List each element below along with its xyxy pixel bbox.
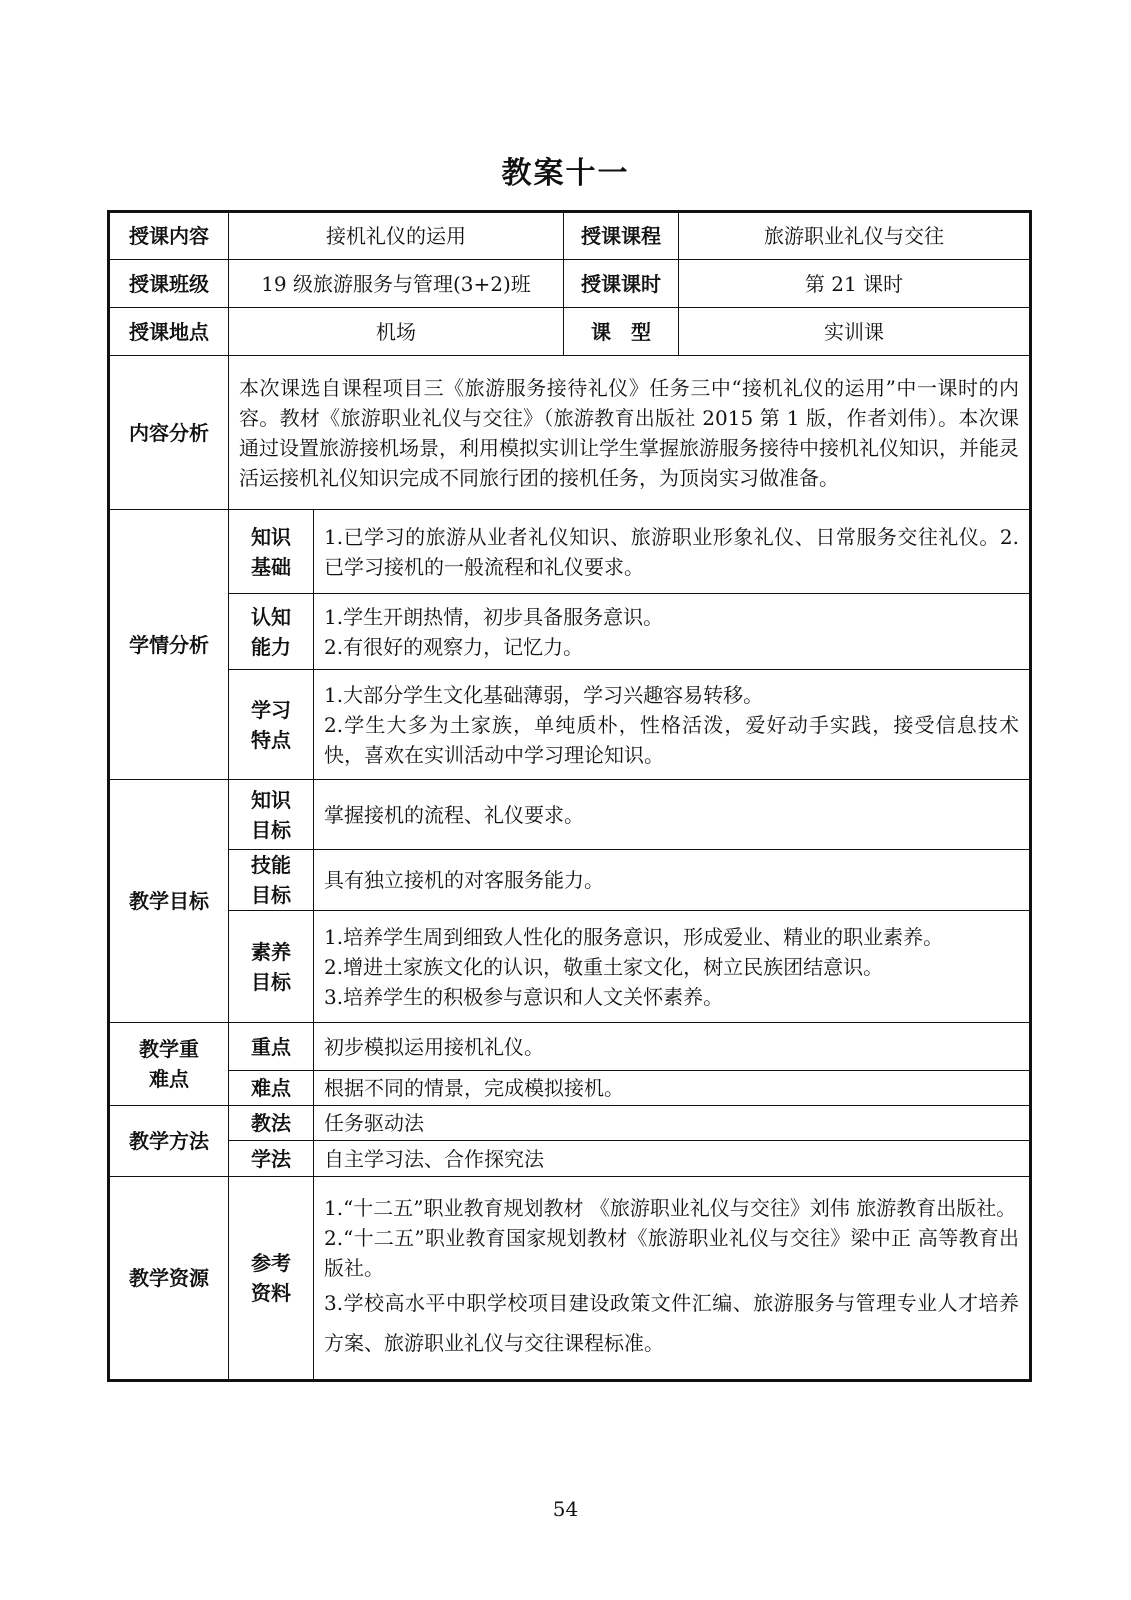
resources-sub (229, 1177, 314, 1381)
sub-line: 能力 (251, 634, 291, 659)
content-analysis-text: 本次课选自课程项目三《旅游服务接待礼仪》任务三中“接机礼仪的运用”中一课时的内容。教材《旅游职业礼仪与交往》（旅游教育出版社 2015 第 1 版，作者刘伟）。本次课通过设置旅游接机场景，利用模拟实训让学生掌握旅游服务接待中接机礼仪知识，并能灵活运接机礼仪知识完成不同旅行团的接机任务，为顶岗实习做准备。 (229, 356, 1031, 510)
text-line: 1.“十二五”职业教育规划教材 《旅游职业礼仪与交往》刘伟 旅游教育出版社。 (324, 1196, 1017, 1220)
teaching-goals-text (314, 850, 1031, 911)
text-line: 1.已学习的旅游从业者礼仪知识、旅游职业形象礼仪、日常服务交往礼仪。2.已学习接机的一般流程和礼仪要求。 (324, 524, 1019, 579)
sub-line: 知识 (251, 524, 291, 549)
teaching-goals-sub (229, 850, 314, 911)
header-row (109, 212, 1031, 260)
label-line: 教学重 (139, 1037, 199, 1061)
resources-row (109, 1177, 1031, 1381)
sub-line: 特点 (251, 727, 291, 752)
key-points-sub: 重点 (229, 1023, 314, 1071)
header-value: 第 21 课时 (679, 260, 1031, 308)
student-analysis-text (314, 594, 1031, 670)
text-line: 3.学校高水平中职学校项目建设政策文件汇编、旅游服务与管理专业人才培养方案、旅游职业礼仪与交往课程标准。 (324, 1291, 1019, 1355)
text-line: 2.有很好的观察力，记忆力。 (324, 634, 584, 659)
sub-line: 资料 (251, 1281, 291, 1305)
methods-text: 任务驱动法 (314, 1106, 1031, 1141)
key-points-sub: 难点 (229, 1071, 314, 1106)
header-label: 授课课时 (564, 260, 679, 308)
page-title: 教案十一 (501, 156, 630, 191)
teaching-goals-label: 教学目标 (109, 780, 229, 1023)
header-row (109, 260, 1031, 308)
key-points-row (109, 1071, 1031, 1106)
teaching-goals-text (314, 911, 1031, 1023)
text-line: 具有独立接机的对客服务能力。 (324, 868, 604, 892)
student-analysis-row (109, 670, 1031, 780)
student-analysis-text (314, 670, 1031, 780)
student-analysis-label: 学情分析 (109, 510, 229, 780)
teaching-goals-sub (229, 911, 314, 1023)
teaching-goals-row (109, 911, 1031, 1023)
text-line: 1.培养学生周到细致人性化的服务意识，形成爱业、精业的职业素养。 (324, 924, 944, 949)
text-line: 掌握接机的流程、礼仪要求。 (324, 802, 584, 827)
header-label: 授课内容 (109, 212, 229, 260)
sub-line: 基础 (251, 554, 291, 579)
sub-line: 知识 (251, 787, 291, 812)
methods-sub: 学法 (229, 1141, 314, 1177)
header-label: 授课地点 (109, 308, 229, 356)
teaching-goals-text (314, 780, 1031, 850)
methods-text: 自主学习法、合作探究法 (314, 1141, 1031, 1177)
header-label: 授课班级 (109, 260, 229, 308)
student-analysis-sub (229, 594, 314, 670)
sub-line: 认知 (251, 604, 291, 629)
text-line: 3.培养学生的积极参与意识和人文关怀素养。 (324, 984, 724, 1009)
student-analysis-sub (229, 510, 314, 594)
sub-line: 学习 (251, 697, 291, 722)
header-value: 实训课 (679, 308, 1031, 356)
key-points-row (109, 1023, 1031, 1071)
label-line: 难点 (149, 1067, 189, 1091)
methods-row (109, 1106, 1031, 1141)
key-points-text: 根据不同的情景，完成模拟接机。 (314, 1071, 1031, 1106)
header-label: 授课课程 (564, 212, 679, 260)
header-value: 19 级旅游服务与管理(3+2)班 (229, 260, 564, 308)
teaching-goals-row (109, 850, 1031, 911)
sub-line: 技能 (251, 853, 291, 877)
methods-row (109, 1141, 1031, 1177)
student-analysis-row (109, 510, 1031, 594)
header-label: 课 型 (564, 308, 679, 356)
teaching-goals-sub (229, 780, 314, 850)
header-value: 旅游职业礼仪与交往 (679, 212, 1031, 260)
sub-line: 目标 (251, 817, 291, 842)
text-line: 1.学生开朗热情，初步具备服务意识。 (324, 604, 664, 629)
methods-label: 教学方法 (109, 1106, 229, 1177)
student-analysis-text (314, 510, 1031, 594)
resources-label: 教学资源 (109, 1177, 229, 1381)
sub-line: 素养 (251, 939, 291, 964)
teaching-goals-row (109, 780, 1031, 850)
key-points-label (109, 1023, 229, 1106)
sub-line: 目标 (251, 883, 291, 907)
key-points-text: 初步模拟运用接机礼仪。 (314, 1023, 1031, 1071)
methods-sub: 教法 (229, 1106, 314, 1141)
text-line: 2.“十二五”职业教育国家规划教材《旅游职业礼仪与交往》梁中正 高等教育出版社。 (324, 1226, 1019, 1280)
sub-line: 目标 (251, 969, 291, 994)
header-value: 机场 (229, 308, 564, 356)
sub-line: 参考 (251, 1251, 291, 1275)
student-analysis-row (109, 594, 1031, 670)
text-line: 2.增进土家族文化的认识，敬重土家文化，树立民族团结意识。 (324, 954, 884, 979)
page-number: 54 (552, 1497, 579, 1521)
content-analysis-row (109, 356, 1031, 510)
text-line: 2.学生大多为土家族，单纯质朴，性格活泼，爱好动手实践，接受信息技术快，喜欢在实训活动中学习理论知识。 (324, 712, 1019, 767)
lesson-plan-table (107, 210, 1032, 1382)
header-value: 接机礼仪的运用 (229, 212, 564, 260)
resources-text (314, 1177, 1031, 1381)
student-analysis-sub (229, 670, 314, 780)
content-analysis-label: 内容分析 (109, 356, 229, 510)
header-row (109, 308, 1031, 356)
text-line: 1.大部分学生文化基础薄弱，学习兴趣容易转移。 (324, 682, 764, 707)
